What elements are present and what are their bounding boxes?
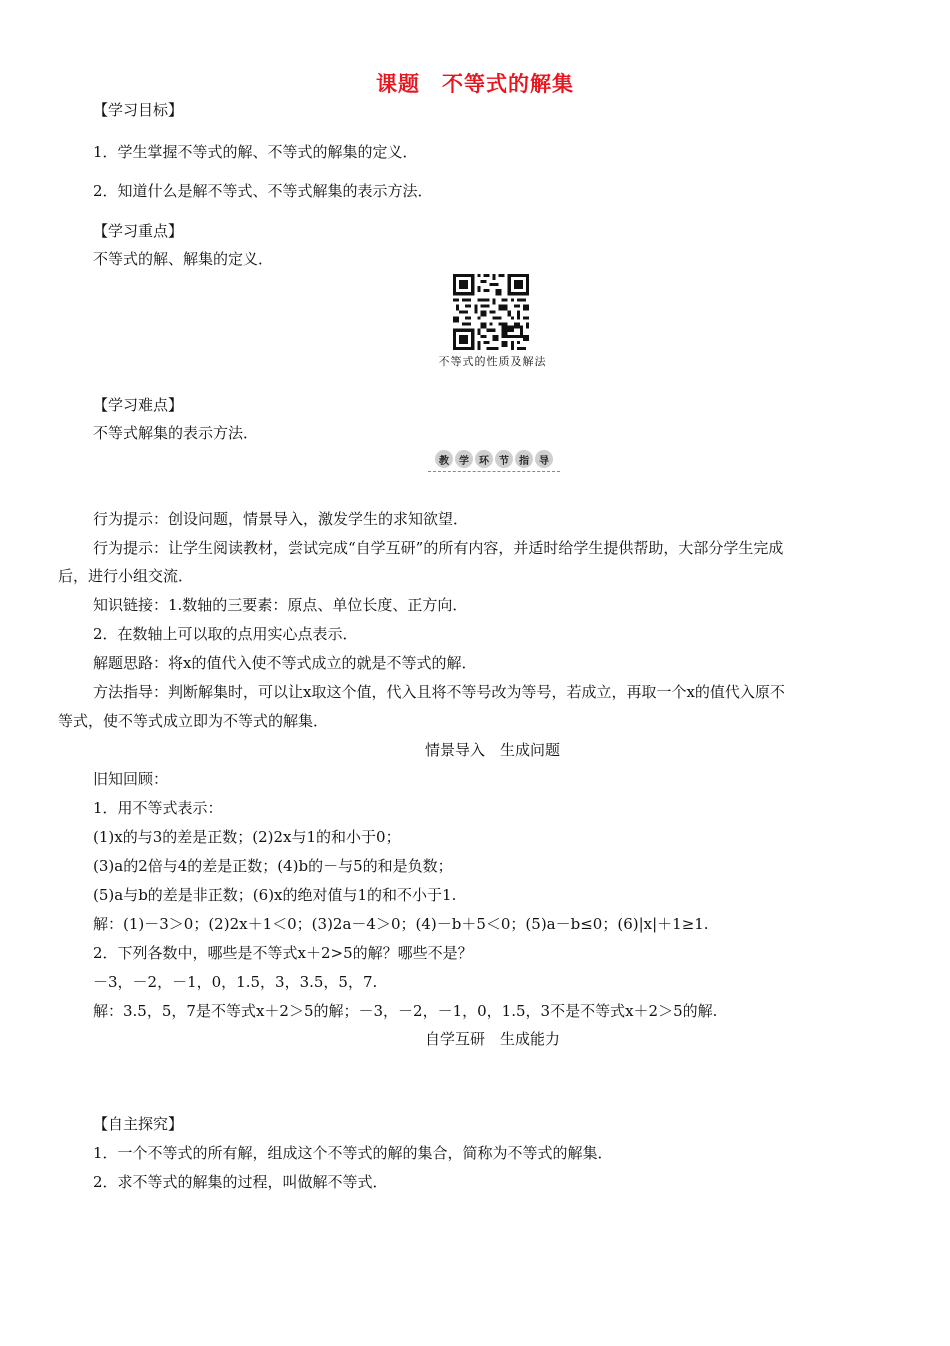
banner-char: 教 xyxy=(435,450,453,468)
explore-item-2: 2．求不等式的解集的过程，叫做解不等式． xyxy=(93,1173,388,1191)
review-line-1: 旧知回顾： xyxy=(93,770,169,788)
review-line-9: 解：3.5，5，7是不等式x＋2＞5的解；－3，－2，－1，0，1.5，3不是不等式x＋2＞5的解. xyxy=(93,1002,718,1020)
key-points-text: 不等式的解、解集的定义． xyxy=(93,250,274,268)
banner-char: 环 xyxy=(475,450,493,468)
banner-char: 导 xyxy=(535,450,553,468)
objective-item-1: 1．学生掌握不等式的解、不等式的解集的定义． xyxy=(93,143,418,161)
page-title: 课题 不等式的解集 xyxy=(376,72,574,96)
review-line-6: 解：(1)－3＞0；(2)2x＋1＜0；(3)2a－4＞0；(4)－b＋5＜0；(5)a－b≤0；(6)|x|＋1≥1. xyxy=(93,915,709,933)
guidance-line-1: 行为提示：创设问题，情景导入，激发学生的求知欲望． xyxy=(93,510,469,528)
guidance-line-5: 2．在数轴上可以取的点用实心点表示． xyxy=(93,625,358,643)
banner-char: 指 xyxy=(515,450,533,468)
review-line-3: (1)x的与3的差是正数；(2)2x与1的和小于0； xyxy=(93,828,401,846)
difficulties-heading: 【学习难点】 xyxy=(93,396,184,414)
explore-item-1: 1．一个不等式的所有解，组成这个不等式的解的集合，简称为不等式的解集． xyxy=(93,1144,613,1162)
guidance-line-8: 等式，使不等式成立即为不等式的解集． xyxy=(58,712,329,730)
section-heading-intro: 情景导入 生成问题 xyxy=(424,741,560,759)
review-line-5: (5)a与b的差是非正数；(6)x的绝对值与1的和不小于1. xyxy=(93,886,457,904)
teaching-guide-banner xyxy=(426,448,562,474)
banner-divider xyxy=(428,471,560,472)
guidance-line-4: 知识链接：1.数轴的三要素：原点、单位长度、正方向． xyxy=(93,596,468,614)
qr-code-icon xyxy=(453,274,529,350)
guidance-line-7: 方法指导：判断解集时，可以让x取这个值，代入且将不等号改为等号，若成立，再取一个x的值代入原不 xyxy=(93,683,785,701)
banner-char: 学 xyxy=(455,450,473,468)
objective-item-2: 2．知道什么是解不等式、不等式解集的表示方法． xyxy=(93,182,433,200)
review-line-2: 1．用不等式表示： xyxy=(93,799,223,817)
explore-heading: 【自主探究】 xyxy=(93,1115,184,1133)
review-line-7: 2．下列各数中，哪些是不等式x＋2>5的解？哪些不是？ xyxy=(93,944,473,962)
guidance-line-6: 解题思路：将x的值代入使不等式成立的就是不等式的解． xyxy=(93,654,477,672)
key-points-heading: 【学习重点】 xyxy=(93,222,184,240)
qr-caption: 不等式的性质及解法 xyxy=(438,355,547,368)
guidance-line-3: 后，进行小组交流． xyxy=(58,567,194,585)
review-line-8: －3，－2，－1，0，1.5，3，3.5，5，7. xyxy=(93,973,378,991)
review-line-4: (3)a的2倍与4的差是正数；(4)b的－与5的和是负数； xyxy=(93,857,453,875)
section-heading-self-study: 自学互研 生成能力 xyxy=(424,1030,560,1048)
guidance-line-2: 行为提示：让学生阅读教材，尝试完成“自学互研”的所有内容，并适时给学生提供帮助，大部分学生完成 xyxy=(93,539,784,557)
objectives-heading: 【学习目标】 xyxy=(93,101,184,119)
difficulties-text: 不等式解集的表示方法． xyxy=(93,424,259,442)
banner-char: 节 xyxy=(495,450,513,468)
